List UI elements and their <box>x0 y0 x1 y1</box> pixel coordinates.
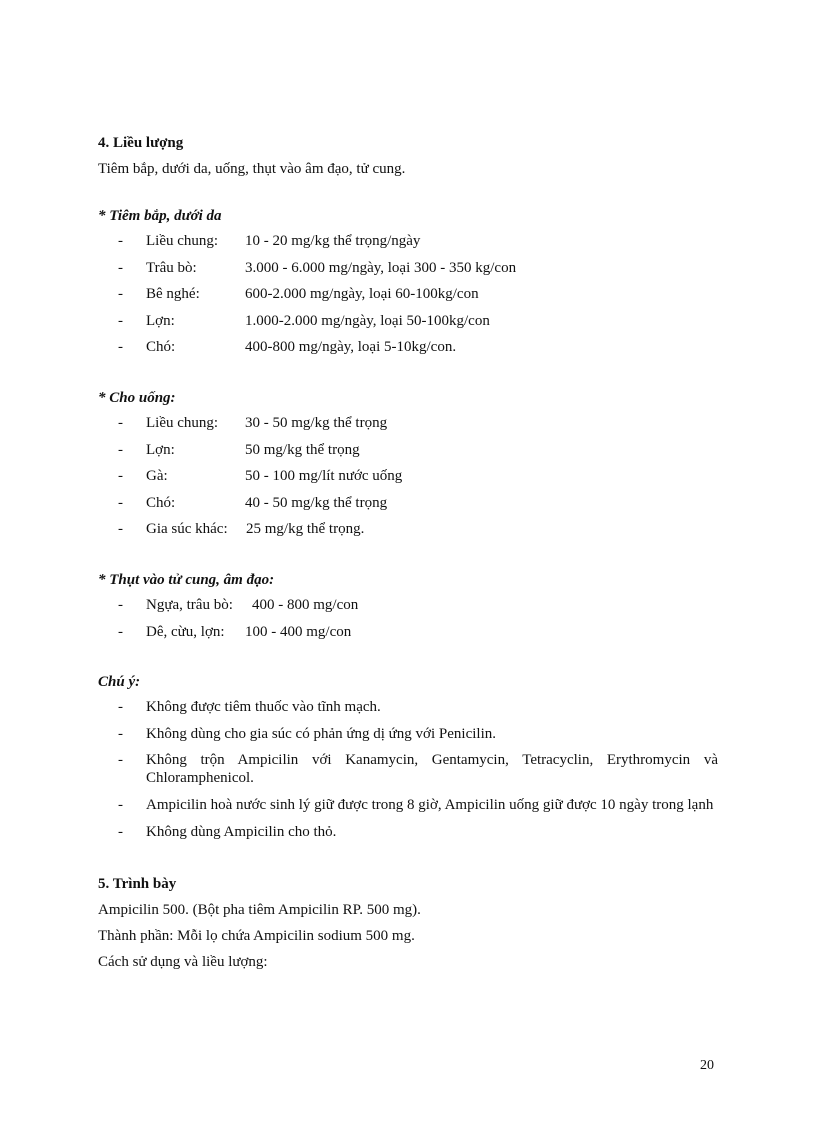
oral-subheading: * Cho uống: <box>98 389 176 406</box>
list-item: - Bê nghé: 600-2.000 mg/ngày, loại 60-100kg/con <box>98 283 718 305</box>
list-item: - Ngựa, trâu bò: 400 - 800 mg/con <box>98 594 718 616</box>
list-item: - Không trộn Ampicilin với Kanamycin, Gentamycin, Tetracyclin, Erythromycin và Chloramphenicol. <box>98 749 718 789</box>
note-text: Không dùng Ampicilin cho thỏ. <box>146 823 337 840</box>
dose-value: 10 - 20 mg/kg thể trọng/ngày <box>245 233 421 249</box>
dose-value: 400-800 mg/ngày, loại 5-10kg/con. <box>245 339 457 356</box>
injection-subheading: * Tiêm bắp, dưới da <box>98 208 222 224</box>
dose-value: 50 mg/kg thể trọng <box>245 441 360 458</box>
dose-value: 50 - 100 mg/lít nước uống <box>245 468 403 485</box>
list-item: - Ampicilin hoà nước sinh lý giữ được trong 8 giờ, Ampicilin uống giữ được 10 ngày trong lạnh <box>98 794 718 816</box>
note-text: Ampicilin hoà nước sinh lý giữ được trong 8 giờ, Ampicilin uống giữ được 10 ngày trong lạnh <box>146 796 714 813</box>
list-item: - Lợn: 50 mg/kg thể trọng <box>98 439 718 461</box>
note-text: Không được tiêm thuốc vào tĩnh mạch. <box>146 699 381 716</box>
section-5-line: Ampicilin 500. (Bột pha tiêm Ampicilin RP. 500 mg). <box>98 902 421 919</box>
dose-label: Liều chung: <box>146 414 219 431</box>
dose-value: 40 - 50 mg/kg thể trọng <box>245 494 388 511</box>
list-item: - Không dùng Ampicilin cho thỏ. <box>98 821 718 843</box>
dose-label: Chó: <box>146 339 176 356</box>
dose-label: Chó: <box>146 494 176 511</box>
note-text: Không trộn Ampicilin với Kanamycin, Gentamycin, Tetracyclin, Erythromycin và Chloramphenicol. <box>146 752 718 787</box>
list-item: - Trâu bò: 3.000 - 6.000 mg/ngày, loại 300 - 350 kg/con <box>98 257 718 279</box>
list-item: - Không dùng cho gia súc có phản ứng dị ứng với Penicilin. <box>98 723 718 745</box>
dose-value: 1.000-2.000 mg/ngày, loại 50-100kg/con <box>245 312 490 329</box>
list-item: - Không được tiêm thuốc vào tĩnh mạch. <box>98 696 718 718</box>
dose-label: Gà: <box>146 468 168 485</box>
dose-label: Ngựa, trâu bò: <box>146 596 233 613</box>
list-item: - Dê, cừu, lợn: 100 - 400 mg/con <box>98 621 718 643</box>
uterine-dose-list <box>98 594 718 643</box>
notes-subheading: Chú ý: <box>98 674 141 691</box>
list-item: - Lợn: 1.000-2.000 mg/ngày, loại 50-100kg/con <box>98 310 718 332</box>
oral-dose-list <box>98 412 718 540</box>
note-text: Không dùng cho gia súc có phản ứng dị ứng với Penicilin. <box>146 725 496 742</box>
list-item: - Gà: 50 - 100 mg/lít nước uống <box>98 465 718 487</box>
dose-label: Dê, cừu, lợn: <box>146 623 225 640</box>
list-item: - Liều chung: 30 - 50 mg/kg thể trọng <box>98 412 718 434</box>
list-item: - Chó: 400-800 mg/ngày, loại 5-10kg/con. <box>98 336 718 358</box>
page-number: 20 <box>700 1058 714 1073</box>
section-4-intro: Tiêm bắp, dưới da, uống, thụt vào âm đạo, tử cung. <box>98 161 406 177</box>
list-item: - Chó: 40 - 50 mg/kg thể trọng <box>98 492 718 514</box>
dose-label: Trâu bò: <box>146 259 197 276</box>
document-page <box>98 132 718 973</box>
section-5-line: Cách sử dụng và liều lượng: <box>98 954 268 971</box>
dose-value: 25 mg/kg thể trọng. <box>246 521 365 538</box>
dose-label: Lợn: <box>146 312 175 329</box>
dose-value: 600-2.000 mg/ngày, loại 60-100kg/con <box>245 286 479 303</box>
dose-value: 400 - 800 mg/con <box>252 596 359 613</box>
section-5-heading: 5. Trình bày <box>98 876 177 893</box>
uterine-subheading: * Thụt vào tử cung, âm đạo: <box>98 571 275 588</box>
section-4-heading: 4. Liều lượng <box>98 135 184 151</box>
dose-label: Lợn: <box>146 441 175 458</box>
list-item: - Gia súc khác: 25 mg/kg thể trọng. <box>98 518 718 540</box>
dose-label: Liều chung: <box>146 233 219 249</box>
section-5-line: Thành phần: Mỗi lọ chứa Ampicilin sodium 500 mg. <box>98 928 415 945</box>
notes-list <box>98 696 718 842</box>
dose-value: 30 - 50 mg/kg thể trọng <box>245 414 388 431</box>
dose-value: 3.000 - 6.000 mg/ngày, loại 300 - 350 kg/con <box>245 259 517 276</box>
injection-dose-list <box>98 230 718 358</box>
dose-label: Gia súc khác: <box>146 521 228 538</box>
list-item: - Liều chung: 10 - 20 mg/kg thể trọng/ngày <box>98 230 718 252</box>
dose-label: Bê nghé: <box>146 286 200 303</box>
dose-value: 100 - 400 mg/con <box>245 623 352 640</box>
